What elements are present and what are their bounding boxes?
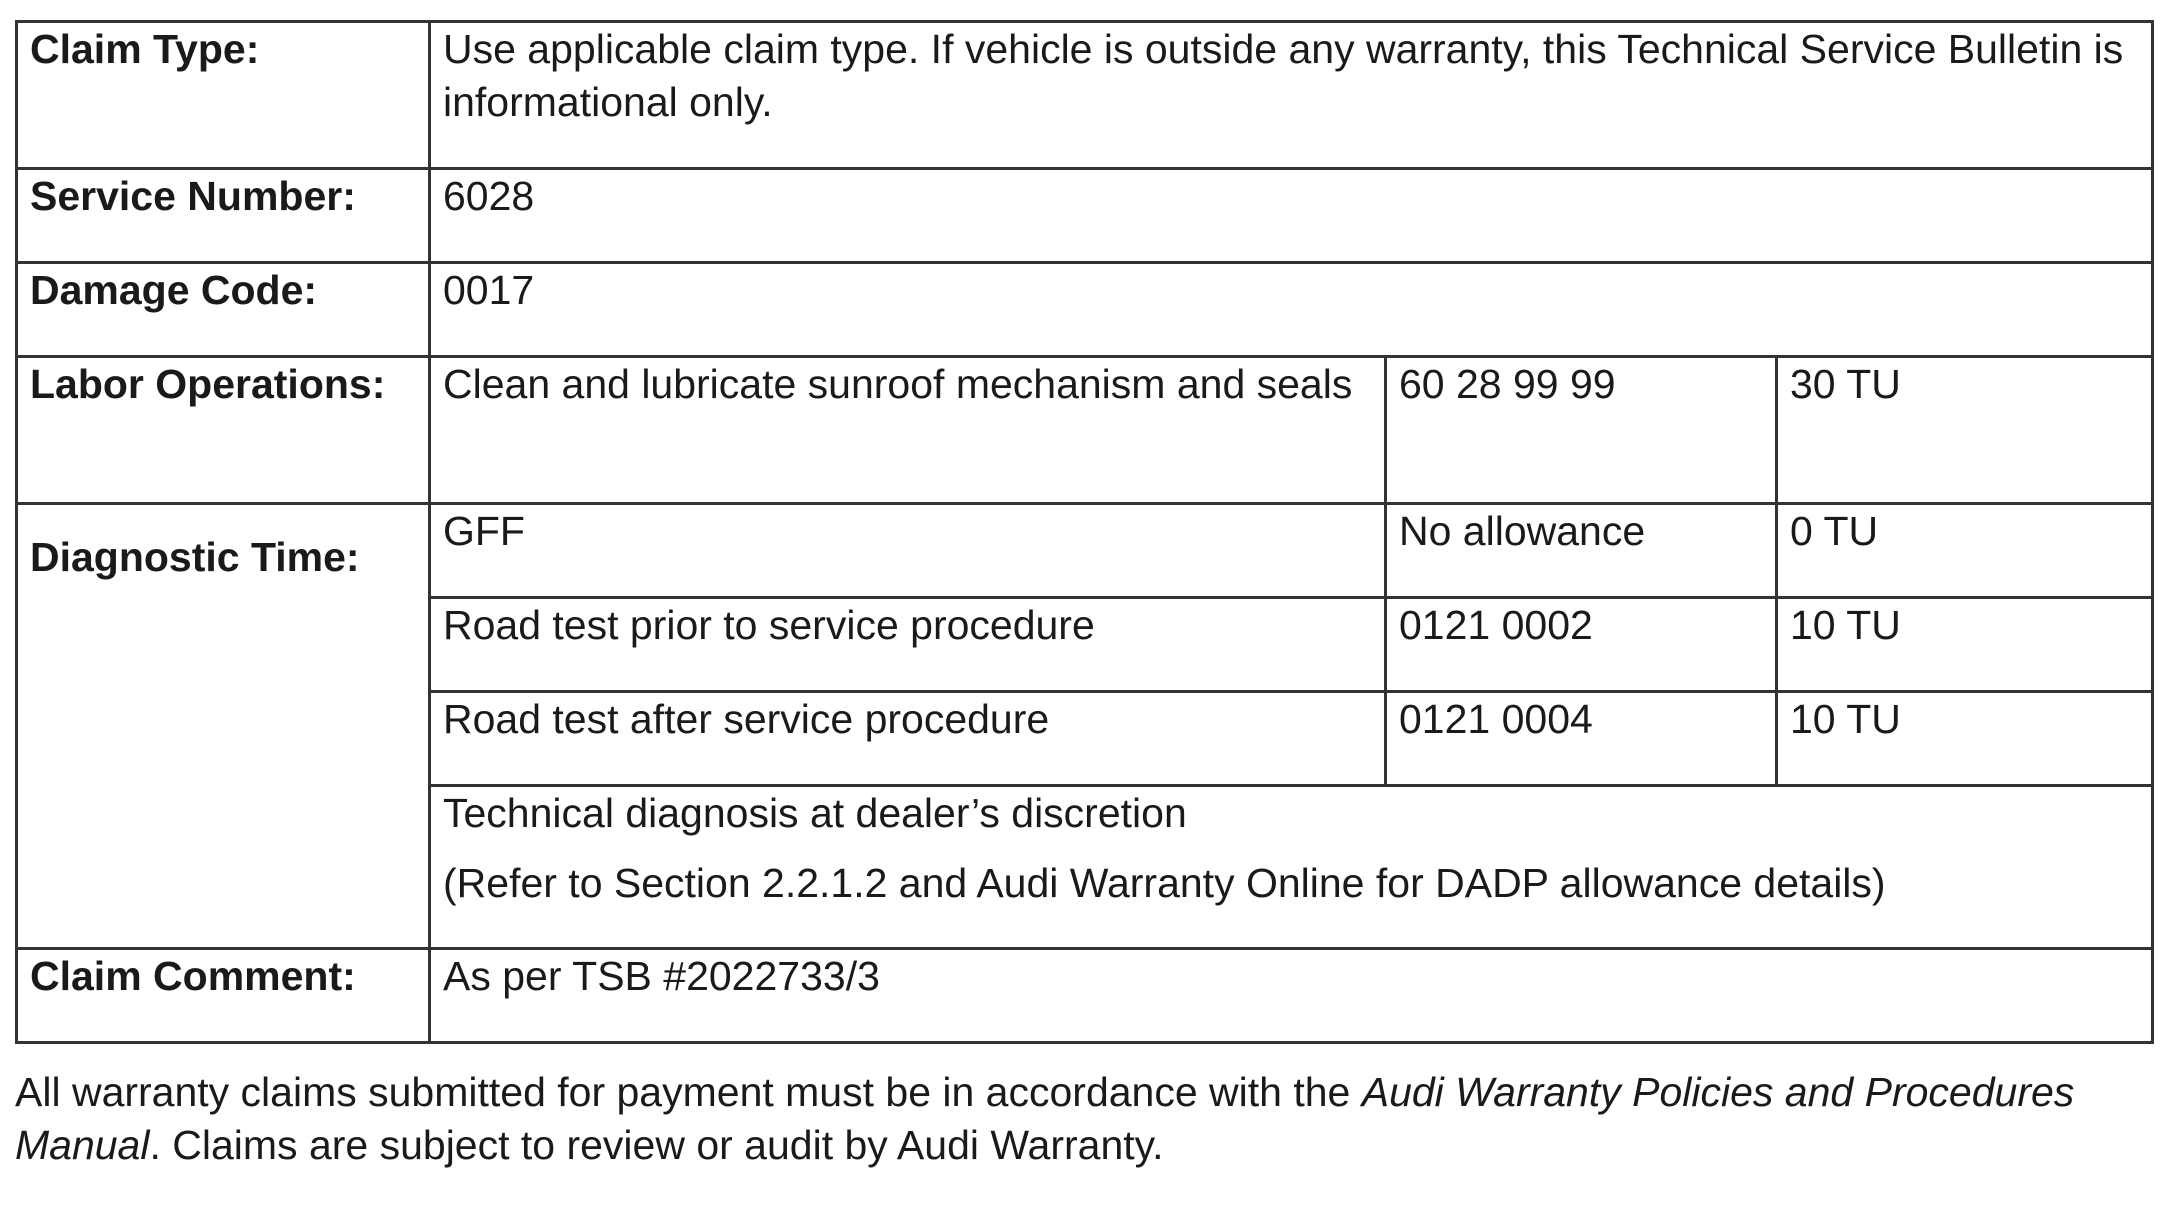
technical-diagnosis-cell xyxy=(430,786,2153,949)
dadp-allowance-note: (Refer to Section 2.2.1.2 and Audi Warranty Online for DADP allowance details) xyxy=(443,860,1886,906)
labor-operations-code: 60 28 99 99 xyxy=(1386,357,1777,504)
table-row-service-number xyxy=(17,169,2153,263)
diagnostic-code: 0121 0002 xyxy=(1386,598,1777,692)
labor-operations-time: 30 TU xyxy=(1777,357,2153,504)
table-row-diagnostic-gff xyxy=(17,504,2153,598)
claim-type-label: Claim Type: xyxy=(17,22,430,169)
damage-code-value: 0017 xyxy=(430,263,2153,357)
diagnostic-description: Road test after service procedure xyxy=(430,692,1386,786)
service-number-label: Service Number: xyxy=(17,169,430,263)
warranty-footer-note xyxy=(15,1066,2151,1172)
table-row-claim-type xyxy=(17,22,2153,169)
claim-comment-label: Claim Comment: xyxy=(17,949,430,1043)
service-number-value: 6028 xyxy=(430,169,2153,263)
warranty-info-section xyxy=(15,20,2151,1172)
labor-operations-description: Clean and lubricate sunroof mechanism and seals xyxy=(430,357,1386,504)
diagnostic-description: GFF xyxy=(430,504,1386,598)
table-row-labor-operations xyxy=(17,357,2153,504)
diagnostic-time-label: Diagnostic Time: xyxy=(17,504,430,949)
diagnostic-code: 0121 0004 xyxy=(1386,692,1777,786)
table-row-damage-code xyxy=(17,263,2153,357)
claim-type-value: Use applicable claim type. If vehicle is outside any warranty, this Technical Service Bulletin is informational only. xyxy=(430,22,2153,169)
damage-code-label: Damage Code: xyxy=(17,263,430,357)
diagnostic-time-value: 10 TU xyxy=(1777,598,2153,692)
claim-comment-value: As per TSB #2022733/3 xyxy=(430,949,2153,1043)
diagnostic-time-value: 0 TU xyxy=(1777,504,2153,598)
warranty-table xyxy=(15,20,2154,1044)
labor-operations-label: Labor Operations: xyxy=(17,357,430,504)
diagnostic-time-value: 10 TU xyxy=(1777,692,2153,786)
policies-manual-title: Audi Warranty Policies and Procedures Manual xyxy=(15,1069,2075,1168)
technical-diagnosis-text: Technical diagnosis at dealer’s discretion xyxy=(443,790,1187,836)
diagnostic-code: No allowance xyxy=(1386,504,1777,598)
footer-text-after: . Claims are subject to review or audit by Audi Warranty. xyxy=(149,1122,1164,1168)
table-row-claim-comment xyxy=(17,949,2153,1043)
footer-text-before: All warranty claims submitted for payment must be in accordance with the xyxy=(15,1069,1362,1115)
diagnostic-description: Road test prior to service procedure xyxy=(430,598,1386,692)
